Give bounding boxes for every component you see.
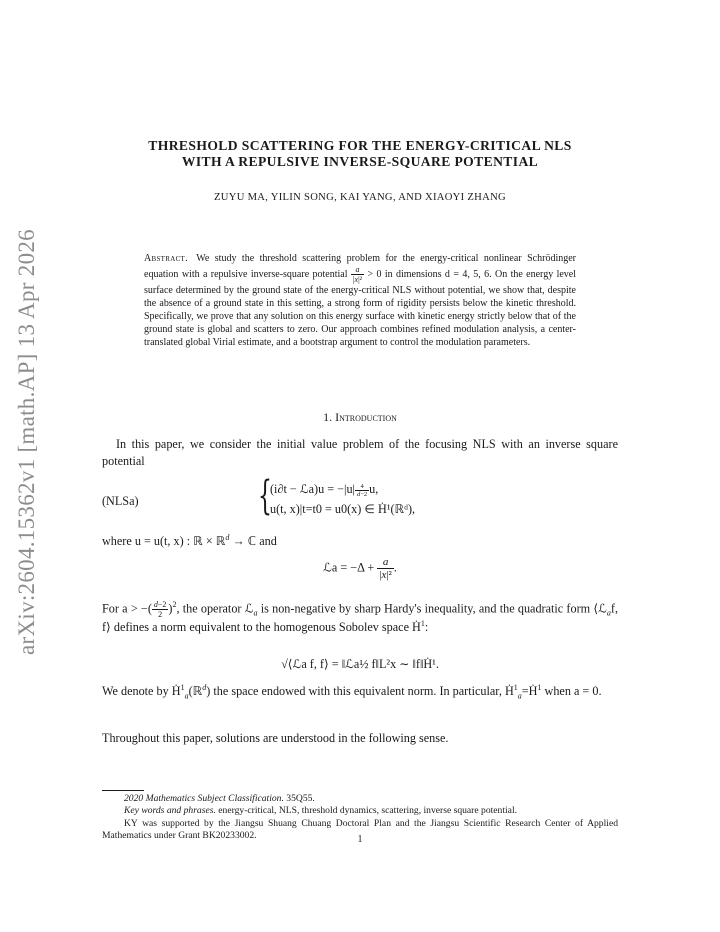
equation-tag: (NLSa) — [102, 494, 139, 508]
operator-fraction: $\frac{a}{\text{|x|²}}$ — [379, 556, 392, 581]
footnote-rule — [102, 790, 144, 791]
paper-title — [96, 138, 624, 170]
footnote-funding: KY was supported by the Jiangsu Shuang Chuang Doctoral Plan and the Jiangsu Scientific Research Center of Applied Mathematics under Grant BK20233002. — [102, 817, 618, 841]
operator-definition: ℒa = −Δ + $\frac{a}{\text{|x|²}}$ . — [323, 556, 397, 581]
page-number: 1 — [357, 834, 363, 845]
section-title: Introduction — [335, 410, 397, 424]
title-line-1: THRESHOLD SCATTERING FOR THE ENERGY-CRITICAL NLS — [148, 138, 572, 153]
section-number: 1. — [323, 410, 333, 424]
author-list: ZUYU MA, YILIN SONG, KAI YANG, AND XIAOYI ZHANG — [214, 192, 506, 203]
nls-equation-line-2: u(t, x)|t=t0 = u0(x) ∈ Ḣ¹(ℝᵈ), — [270, 502, 416, 516]
abstract: Abstract. We study the threshold scattering problem for the energy-critical nonlinear Schrödinger equation with a repulsive inverse-square potential $\frac{a}{\text{|x|²}}$ > 0 in dimensions d = 4, 5, 6. On the energy level surface determined by the ground state of the energy-critical NLS without potential, we show that, despite the absence of a ground state in this setting, a strong form of rigidity persists below the kinetic threshold. Specifically, we prove that any solution on this energy surface with kinetic energy strictly below that of the ground state is global and scatters to zero. Our approach combines refined modulation analysis, a center-translated global Virial estimate, and a bootstrap argument to control the modulation parameters. — [144, 253, 577, 349]
footnote-keywords: Key words and phrases. energy-critical, NLS, threshold dynamics, scattering, inverse square potential. — [124, 805, 518, 817]
norm-equivalence: √⟨ℒa f, f⟩ = ‖ℒa½ f‖L²x ∼ ‖f‖Ḣ¹. — [281, 657, 439, 671]
abstract-potential-fraction: $\frac{a}{\text{|x|²}}$ — [352, 265, 363, 285]
intro-paragraph-5: Throughout this paper, solutions are understood in the following sense. — [102, 731, 449, 745]
abstract-text-2: in dimensions d = 4, 5, 6. On the energy level surface determined by the ground state of the energy-critical NLS without potential, we show that, despite the absence of a ground state in this setting, a strong form of rigidity persists below the kinetic threshold. Specifically, we prove that any solution on this energy surface with kinetic energy strictly below that of the ground state is global and scatters to zero. Our approach combines refined modulation analysis, a center-translated global Virial estimate, and a bootstrap argument to control the modulation parameters. — [144, 268, 577, 349]
intro-paragraph-1: In this paper, we consider the initial value problem of the focusing NLS with an inverse square potential — [102, 437, 618, 468]
intro-paragraph-3: For a > −( $\frac{d-2}{2}$ )$^2$, the operator ℒ$_a$ is non-negative by sharp Hardy's inequality, and the quadratic form ⟨ℒ$_a$f, f⟩ defines a norm equivalent to the homogenous Sobolev space Ḣ$^1$: — [102, 600, 618, 634]
footnote-msc: 2020 Mathematics Subject Classification. 35Q55. — [124, 793, 315, 804]
intro-paragraph-4: We denote by Ḣ$^1_a$(ℝ$^d$) the space endowed with this equivalent norm. In particular, Ḣ$^1_a$=Ḣ$^1$ when a = 0. — [102, 682, 602, 701]
abstract-lead: Abstract. — [144, 253, 188, 264]
intro-paragraph-2: where u = u(t, x) : ℝ × ℝ$^d$ → ℂ and — [102, 532, 277, 548]
section-heading — [96, 410, 624, 425]
nls-system — [258, 473, 518, 520]
arxiv-identifier: arXiv:2604.15362v1 [math.AP] 13 Apr 2026 — [14, 229, 39, 655]
title-line-2: WITH A REPULSIVE INVERSE-SQUARE POTENTIAL — [181, 154, 539, 169]
abstract-text-1: We study the threshold scattering problem for the energy-critical nonlinear Schrödinger equation with a repulsive inverse-square potential — [144, 253, 576, 280]
nls-equation-line-1: (i∂t − ℒa)u = −|u| $\frac{4}{d-2}$ u, — [270, 482, 379, 498]
left-brace: { — [258, 473, 272, 519]
